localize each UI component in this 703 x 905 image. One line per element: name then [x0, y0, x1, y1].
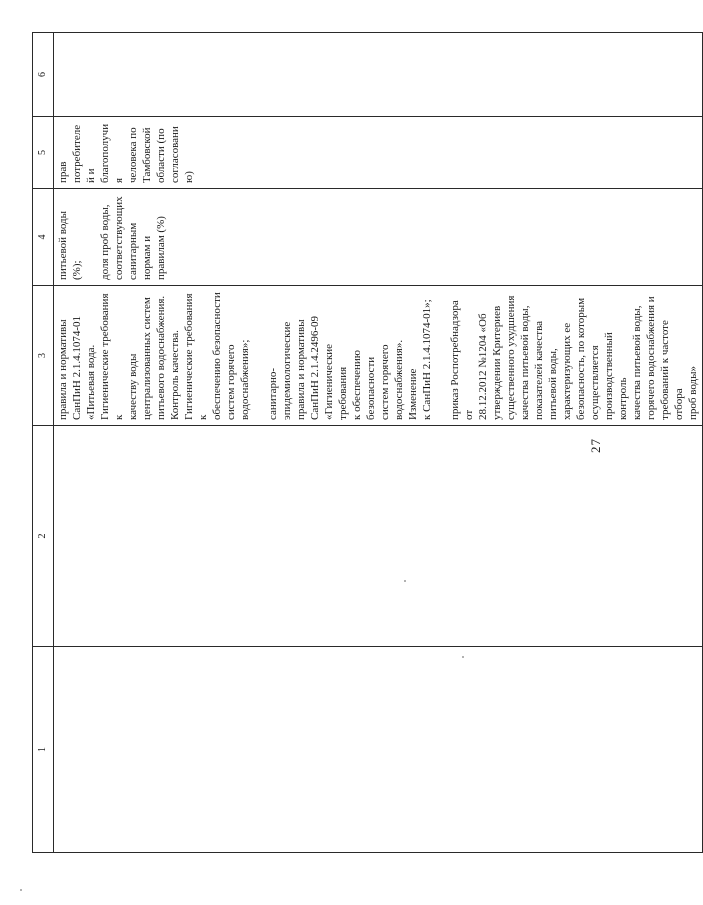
- scan-artifact: [462, 656, 464, 658]
- cell-indicators: [54, 189, 703, 286]
- page-number: 27: [588, 438, 603, 453]
- regulation-order-1204: приказ Роспотребнадзора от 28.12.2012 №1204 «Об утверждении Критериев существенного ухудшения качества питьевой воды, показателей качества питьевой воды, характеризующих ее безопасность, по которым осуществляется производственный контроль качества питьевой воды, горячего водоснабжения и требований к частоте отбора проб воды»: [449, 295, 699, 420]
- cell-responsible: [54, 117, 703, 189]
- column-header-1: 1: [33, 647, 54, 853]
- header-row: [33, 33, 54, 853]
- column-header-3: 3: [33, 286, 54, 426]
- indicators-text: питьевой воды (%); доля проб воды, соответствующих санитарным нормам и правилам (%): [57, 196, 167, 280]
- cell-col1: [54, 647, 703, 853]
- cell-regulations: [54, 286, 703, 426]
- column-header-5: 5: [33, 117, 54, 189]
- table-row: [54, 33, 703, 853]
- scan-artifact: [20, 889, 22, 891]
- column-header-2: 2: [33, 426, 54, 647]
- responsible-text: прав потребителей и благополучия человека по Тамбовской области (по согласованию): [57, 123, 195, 183]
- scan-artifact: [404, 580, 406, 582]
- regulation-sanpin-2496: санитарно- эпидемиологические правила и нормативы СанПиН 2.1.4.2496-09 «Гигиенические требования к обеспечению безопасности систем горячего водоснабжения». Изменение к СанПиН 2.1.4.1074-01»;: [267, 299, 433, 420]
- cell-col2: [54, 426, 703, 647]
- column-header-4: 4: [33, 189, 54, 286]
- column-header-6: 6: [33, 33, 54, 117]
- cell-col6: [54, 33, 703, 117]
- regulation-sanpin-1074: правила и нормативы СанПиН 2.1.4.1074-01 «Питьевая вода. Гигиенические требования к качеству воды централизованных систем питьевого водоснабжения. Контроль качества. Гигиенические требования к обеспечению безопасности систем горячего водоснабжения»;: [57, 292, 251, 420]
- rotated-document: [32, 33, 699, 853]
